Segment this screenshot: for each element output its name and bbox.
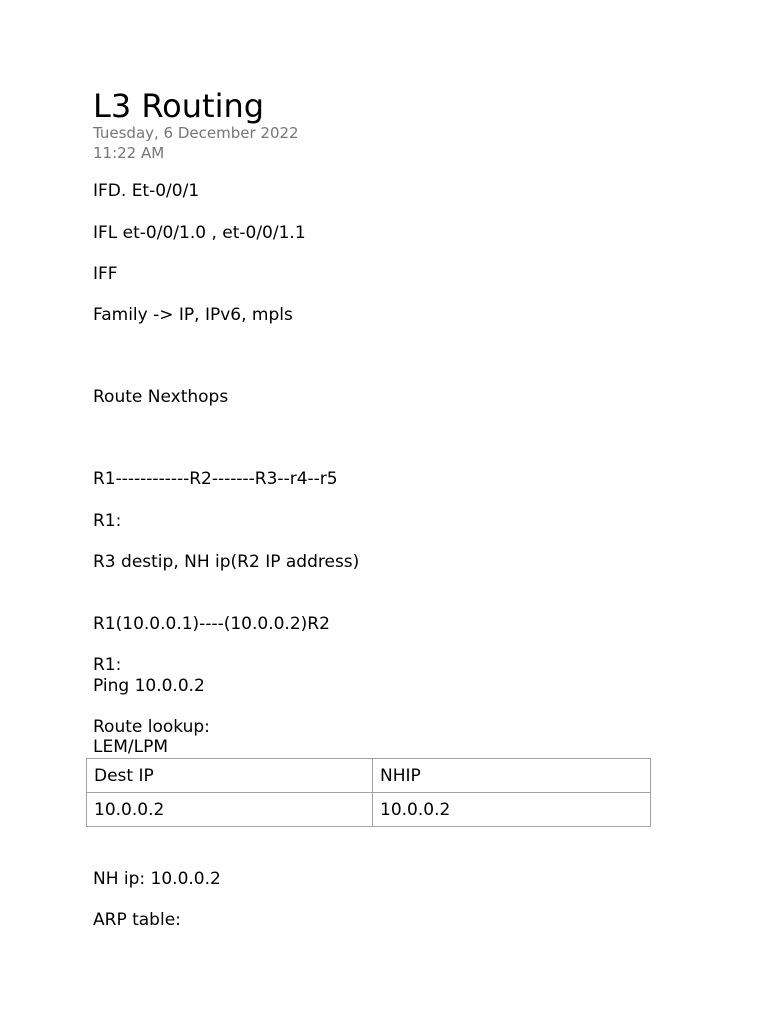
note-r1-label: R1:	[93, 511, 122, 531]
table-cell-dest-ip: 10.0.0.2	[87, 793, 373, 827]
table-header-nhip: NHIP	[373, 759, 651, 793]
note-route-lookup: Route lookup:	[93, 717, 210, 737]
note-topology: R1------------R2-------R3--r4--r5	[93, 469, 338, 489]
note-r3-destip: R3 destip, NH ip(R2 IP address)	[93, 552, 360, 572]
table-row	[87, 793, 651, 827]
table-cell-nhip: 10.0.0.2	[373, 793, 651, 827]
note-lem-lpm: LEM/LPM	[93, 737, 168, 757]
page-date: Tuesday, 6 December 2022	[93, 124, 299, 142]
note-route-nexthops: Route Nexthops	[93, 387, 229, 407]
note-family: Family -> IP, IPv6, mpls	[93, 305, 293, 325]
note-iff: IFF	[93, 264, 118, 284]
note-ifd: IFD. Et-0/0/1	[93, 181, 200, 201]
route-table	[86, 758, 651, 827]
page-time: 11:22 AM	[93, 144, 165, 162]
table-header-dest-ip: Dest IP	[87, 759, 373, 793]
note-link: R1(10.0.0.1)----(10.0.0.2)R2	[93, 614, 330, 634]
note-ping: Ping 10.0.0.2	[93, 676, 205, 696]
page-title: L3 Routing	[93, 87, 265, 125]
note-nh-ip: NH ip: 10.0.0.2	[93, 869, 221, 889]
note-arp-table: ARP table:	[93, 910, 181, 930]
note-r1-label-2: R1:	[93, 655, 122, 675]
note-ifl: IFL et-0/0/1.0 , et-0/0/1.1	[93, 223, 306, 243]
table-header-row	[87, 759, 651, 793]
